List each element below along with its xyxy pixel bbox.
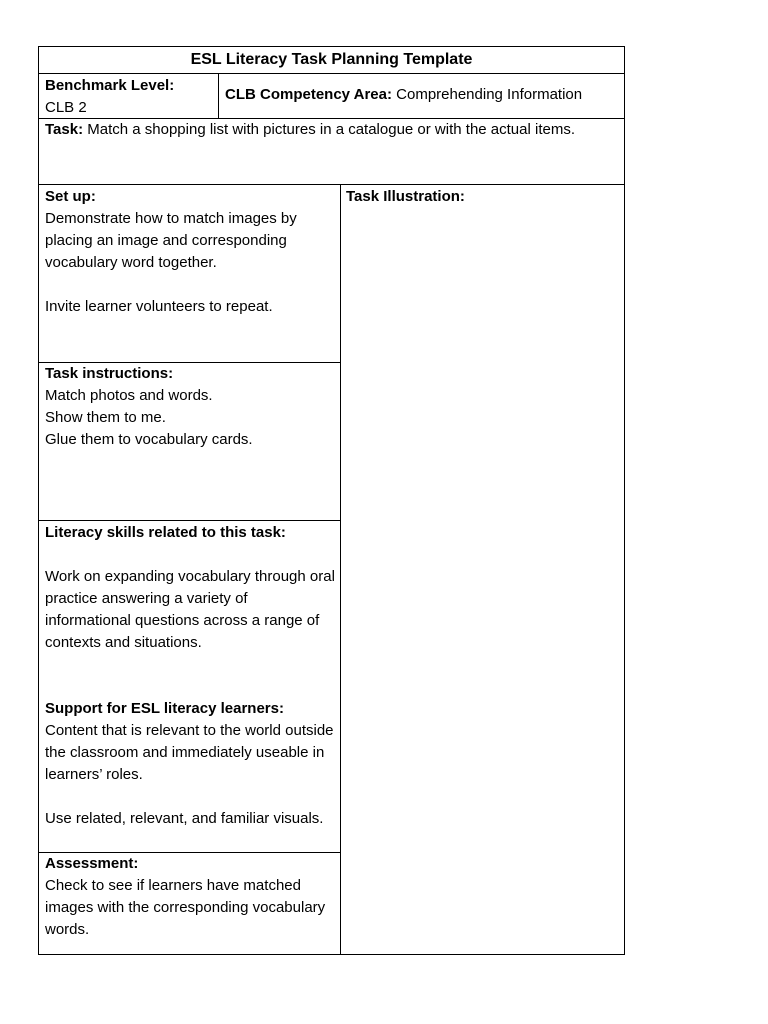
setup-cell (45, 186, 335, 318)
assessment-label: Assessment: (45, 855, 139, 872)
task-value: Match a shopping list with pictures in a catalogue or with the actual items. (83, 121, 575, 138)
support-paragraph: Content that is relevant to the world outside the classroom and immediately useable in learners’ roles. (45, 722, 334, 783)
task-cell (45, 119, 623, 141)
competency-label: CLB Competency Area: (225, 86, 392, 103)
illustration-cell (346, 186, 621, 208)
illustration-label: Task Illustration: (346, 188, 465, 205)
task-label: Task: (45, 121, 84, 138)
instructions-label: Task instructions: (45, 365, 174, 382)
literacy-cell (45, 522, 335, 830)
divider (340, 184, 341, 954)
literacy-text: Work on expanding vocabulary through oral practice answering a variety of informational questions across a range of contexts and situations. (45, 568, 335, 651)
divider (39, 520, 340, 521)
divider (39, 184, 624, 185)
literacy-label: Literacy skills related to this task: (45, 524, 286, 541)
assessment-text: Check to see if learners have matched images with the corresponding vocabulary words. (45, 877, 326, 938)
benchmark-value: CLB 2 (45, 99, 87, 116)
support-label: Support for ESL literacy learners: (45, 700, 284, 717)
divider (39, 73, 624, 74)
support-paragraph: Use related, relevant, and familiar visuals. (45, 810, 324, 827)
benchmark-label: Benchmark Level: (45, 77, 175, 94)
setup-paragraph: Invite learner volunteers to repeat. (45, 298, 273, 315)
benchmark-cell (45, 75, 215, 119)
competency-cell (225, 84, 620, 106)
instructions-cell (45, 363, 335, 451)
competency-value: Comprehending Information (391, 86, 583, 103)
setup-paragraph: Demonstrate how to match images by placing an image and corresponding vocabulary word together. (45, 210, 297, 271)
page-title: ESL Literacy Task Planning Template (190, 51, 473, 68)
instruction-line: Glue them to vocabulary cards. (45, 431, 253, 448)
instruction-line: Match photos and words. (45, 387, 213, 404)
setup-label: Set up: (45, 188, 96, 205)
divider (218, 73, 219, 118)
planning-template-table (38, 46, 625, 955)
assessment-cell (45, 853, 335, 941)
instruction-line: Show them to me. (45, 409, 166, 426)
